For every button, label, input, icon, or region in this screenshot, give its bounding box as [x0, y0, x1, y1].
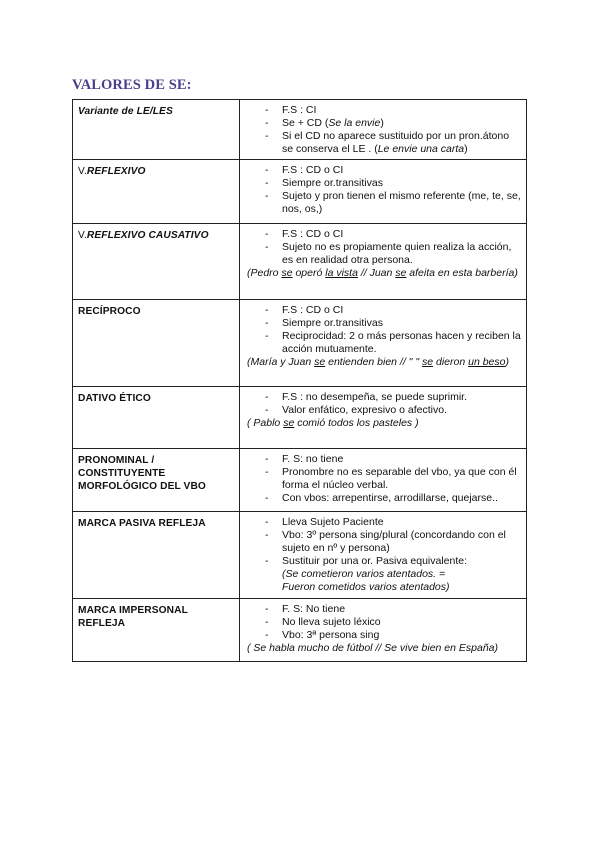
list-item: - F.S : CD o CI	[244, 164, 522, 177]
bullet-list	[244, 391, 522, 417]
value-name-cell	[73, 224, 240, 300]
table-row	[73, 160, 527, 224]
example-text: (María y Juan se entienden bien // " " se dieron un beso)	[247, 356, 509, 368]
value-name: DATIVO ÉTICO	[78, 393, 151, 404]
value-name-cell	[73, 100, 240, 160]
value-name: REFLEXIVO	[86, 166, 146, 177]
value-name-cell	[73, 160, 240, 224]
list-item: - Pronombre no es separable del vbo, ya que con él forma el núcleo verbal.	[244, 466, 522, 492]
value-desc-cell	[240, 387, 527, 449]
bullet-list	[244, 304, 522, 356]
list-item: - Reciprocidad: 2 o más personas hacen y reciben la acción mutuamente.	[244, 330, 522, 356]
list-item: - Siempre or.transitivas	[244, 177, 522, 190]
table-row	[73, 599, 527, 662]
value-name: Variante de LE/LES	[78, 106, 173, 117]
list-item: - Lleva Sujeto Paciente	[244, 516, 522, 529]
value-name: MARCA PASIVA REFLEJA	[78, 518, 206, 529]
value-name: MARCA IMPERSONAL REFLEJA	[78, 605, 188, 629]
table-row	[73, 387, 527, 449]
list-item: - Siempre or.transitivas	[244, 317, 522, 330]
bullet-list	[244, 164, 522, 216]
list-item: - Vbo: 3º persona sing/plural (concordando con el sujeto en nº y persona)	[244, 529, 522, 555]
value-desc-cell	[240, 599, 527, 662]
table-row	[73, 449, 527, 512]
bullet-list	[244, 228, 522, 267]
list-item: - F.S : no desempeña, se puede suprimir.	[244, 391, 522, 404]
value-name-cell	[73, 599, 240, 662]
list-item: - Se + CD (Se la envie)	[244, 117, 522, 130]
list-item: - Con vbos: arrepentirse, arrodillarse, quejarse..	[244, 492, 522, 505]
list-item: - No lleva sujeto léxico	[244, 616, 522, 629]
value-name: REFLEXIVO CAUSATIVO	[86, 230, 209, 241]
value-desc-cell	[240, 449, 527, 512]
value-desc-cell	[240, 224, 527, 300]
table-row	[73, 300, 527, 387]
list-item: - F.S : CI	[244, 104, 522, 117]
bullet-list	[244, 516, 522, 568]
list-item: - Sustituir por una or. Pasiva equivalente:	[244, 555, 522, 568]
se-values-table	[72, 99, 527, 662]
value-name-prefix: V.	[78, 166, 87, 177]
value-name-cell	[73, 449, 240, 512]
table-row	[73, 512, 527, 599]
list-item: - Si el CD no aparece sustituido por un pron.átono se conserva el LE . (Le envie una carta)	[244, 130, 522, 156]
list-item: - F.S : CD o CI	[244, 304, 522, 317]
value-name-cell	[73, 300, 240, 387]
value-name: RECÍPROCO	[78, 306, 141, 317]
table-row	[73, 100, 527, 160]
list-item: - F. S: no tiene	[244, 453, 522, 466]
value-name-cell	[73, 387, 240, 449]
value-desc-cell	[240, 100, 527, 160]
bullet-list	[244, 603, 522, 642]
value-desc-cell	[240, 300, 527, 387]
list-item: - F. S: No tiene	[244, 603, 522, 616]
value-desc-cell	[240, 512, 527, 599]
example-line: (Se cometieron varios atentados. =	[282, 568, 446, 580]
value-name: PRONOMINAL / CONSTITUYENTE MORFOLÓGICO DEL VBO	[78, 455, 206, 492]
list-item: - F.S : CD o CI	[244, 228, 522, 241]
bullet-list	[244, 104, 522, 156]
value-name-cell	[73, 512, 240, 599]
example-line: Fueron cometidos varios atentados)	[282, 581, 450, 593]
example-text: ( Se habla mucho de fútbol // Se vive bien en España)	[247, 642, 498, 654]
example-text: ( Pablo se comió todos los pasteles )	[247, 417, 419, 429]
page-title: VALORES DE SE:	[72, 77, 192, 93]
list-item: - Sujeto no es propiamente quien realiza la acción, es en realidad otra persona.	[244, 241, 522, 267]
value-name-prefix: V.	[78, 230, 87, 241]
example-text: (Pedro se operó la vista // Juan se afeita en esta barbería)	[247, 267, 518, 279]
table-row	[73, 224, 527, 300]
list-item: - Sujeto y pron tienen el mismo referente (me, te, se, nos, os,)	[244, 190, 522, 216]
list-item: - Valor enfático, expresivo o afectivo.	[244, 404, 522, 417]
example-text	[244, 568, 522, 594]
bullet-list	[244, 453, 522, 505]
value-desc-cell	[240, 160, 527, 224]
list-item: - Vbo: 3ª persona sing	[244, 629, 522, 642]
